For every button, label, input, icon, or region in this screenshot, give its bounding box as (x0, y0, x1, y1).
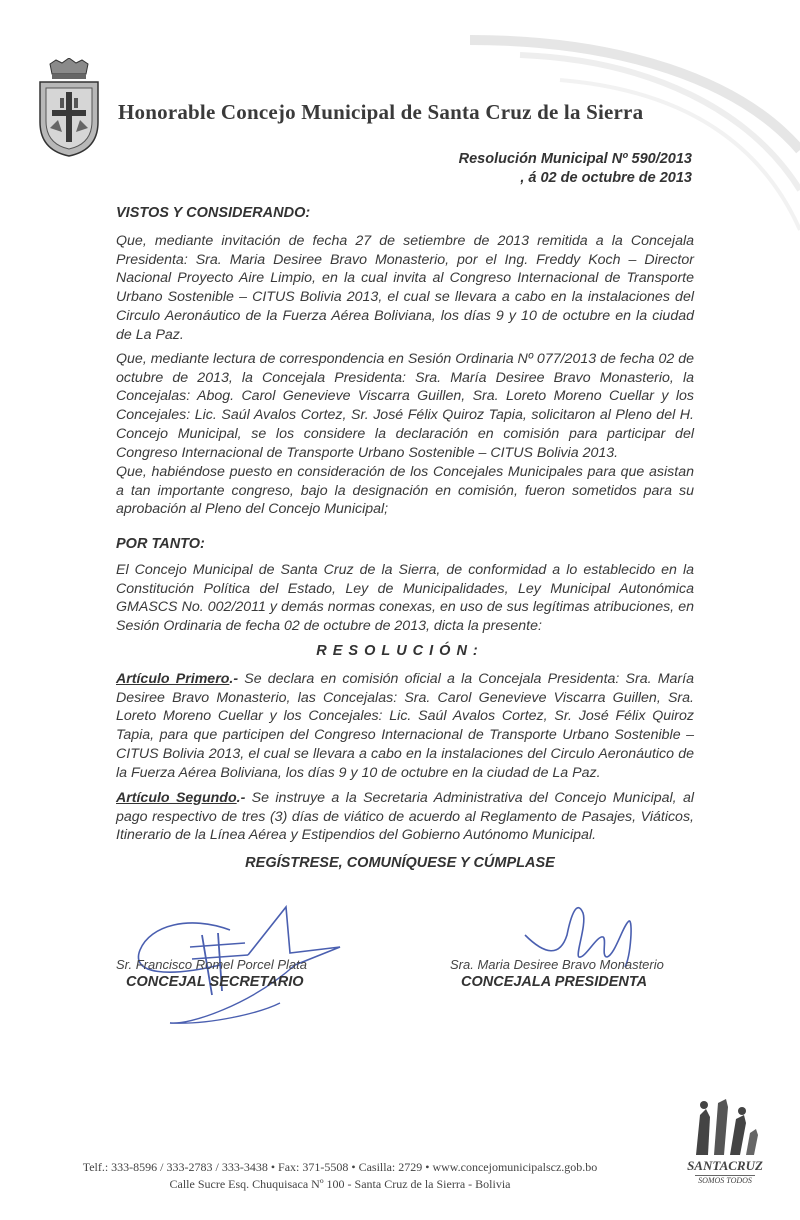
right-signatory-name: Sra. Maria Desiree Bravo Monasterio (450, 957, 664, 972)
article-2-label: Artículo Segundo (116, 790, 237, 806)
article-1 (116, 670, 694, 782)
considerando-paragraph-1: Que, mediante invitación de fecha 27 de setiembre de 2013 remitida a la Concejala Presidenta: Sra. Maria Desiree Bravo Monasterio, por el Ing. Freddy Koch – Director Nacional Proyecto Aire Limpio, en la cual invita al Congreso Internacional de Transporte Urbano Sostenible – CITUS Bolivia 2013, el cual se llevara a cabo en la instalaciones del Circulo Aeronáutico de la Fuerza Aérea Boliviana, los días 9 y 10 de octubre en la ciudad de La Paz. (116, 233, 694, 343)
footer-contact: Telf.: 333-8596 / 333-2783 / 333-3438 • Fax: 371-5508 • Casilla: 2729 • www.concejomunicipalscz.gob.bo (82, 1160, 598, 1174)
portanto-paragraph: El Concejo Municipal de Santa Cruz de la Sierra, de conformidad a lo establecido en la Constitución Política del Estado, Ley de Municipalidades, Ley Municipal Autonómica GMASCS No. 002/2011 y demás normas conexas, en uso de sus legítimas atribuciones, en Sesión Ordinaria de fecha 02 de octubre de 2013, dicta la presente: (116, 562, 694, 635)
footer-address: Calle Sucre Esq. Chuquisaca Nº 100 - Santa Cruz de la Sierra - Bolivia (169, 1177, 511, 1191)
article-2 (116, 789, 694, 845)
resolucion-heading: RESOLUCIÓN: (316, 643, 484, 659)
article-2-dash: .- (236, 790, 246, 806)
considerando-paragraph-3: Que, habiéndose puesto en consideración de los Concejales Municipales para que asistan a tan importante congreso, bajo la designación en comisión, fueron sometidos para su aprobación al Pleno del Concejo Municipal; (116, 464, 694, 518)
organization-title: Honorable Concejo Municipal de Santa Cruz de la Sierra (118, 100, 644, 124)
resolution-number: Resolución Municipal Nº 590/2013 (458, 151, 692, 167)
left-signatory-title: CONCEJAL SECRETARIO (126, 974, 304, 990)
article-1-text: Se declara en comisión oficial a la Concejala Presidenta: Sra. María Desiree Bravo Monasterio, las Concejalas: Sra. Carol Genevieve Viscarra Guillen, Sra. Loreto Moreno Cuellar y los Concejales: Lic. Saúl Avalos Cortez, Sr. José Félix Quiroz Tapia, para que participen del Congreso Internacional de Transporte Urbano Sostenible – CITUS Bolivia 2013, el cual se llevara a cabo en la instalaciones del Circulo Aeronáutico de la Fuerza Aérea Boliviana, los días 9 y 10 de octubre en la ciudad de La Paz. (116, 671, 694, 781)
left-signatory-name: Sr. Francisco Romel Porcel Plata (116, 957, 307, 972)
portanto-heading: POR TANTO: (116, 536, 205, 552)
considerando-paragraph-2: Que, mediante lectura de correspondencia en Sesión Ordinaria Nº 077/2013 de fecha 02 de octubre de 2013, la Concejala Presidenta: Sra. María Desiree Bravo Monasterio, la Concejalas: Abog. Carol Genevieve Viscarra Guillen, Sra. Loreto Moreno Cuellar y los Concejales: Lic. Saúl Avalos Cortez, Sr. José Félix Quiroz Tapia, solicitaron al Pleno del H. Concejo Municipal, se los considere la declaración en comisión para participar del Congreso Internacional de Transporte Urbano Sostenible – CITUS Bolivia 2013. (116, 351, 694, 461)
resolution-date: , á 02 de octubre de 2013 (520, 170, 692, 186)
resolution-header (459, 150, 692, 188)
coat-of-arms-icon (36, 58, 102, 158)
article-1-label: Artículo Primero (116, 671, 230, 687)
decorative-swoosh (0, 0, 800, 260)
logo-main-text: SANTACRUZ (687, 1158, 763, 1173)
vistos-heading: VISTOS Y CONSIDERANDO: (116, 205, 311, 221)
article-1-dash: .- (229, 671, 239, 687)
closing-formula: REGÍSTRESE, COMUNÍQUESE Y CÚMPLASE (245, 855, 555, 871)
right-signatory-title: CONCEJALA PRESIDENTA (461, 974, 648, 990)
article-2-text: Se instruye a la Secretaria Administrativa del Concejo Municipal, al pago respectivo de tres (3) días de viático de acuerdo al Reglamento de Pasajes, Viáticos, Itinerario de la Línea Aérea y Estipendios del Gobierno Autónomo Municipal. (116, 790, 694, 844)
logo-sub-text: SOMOS TODOS (695, 1175, 755, 1185)
